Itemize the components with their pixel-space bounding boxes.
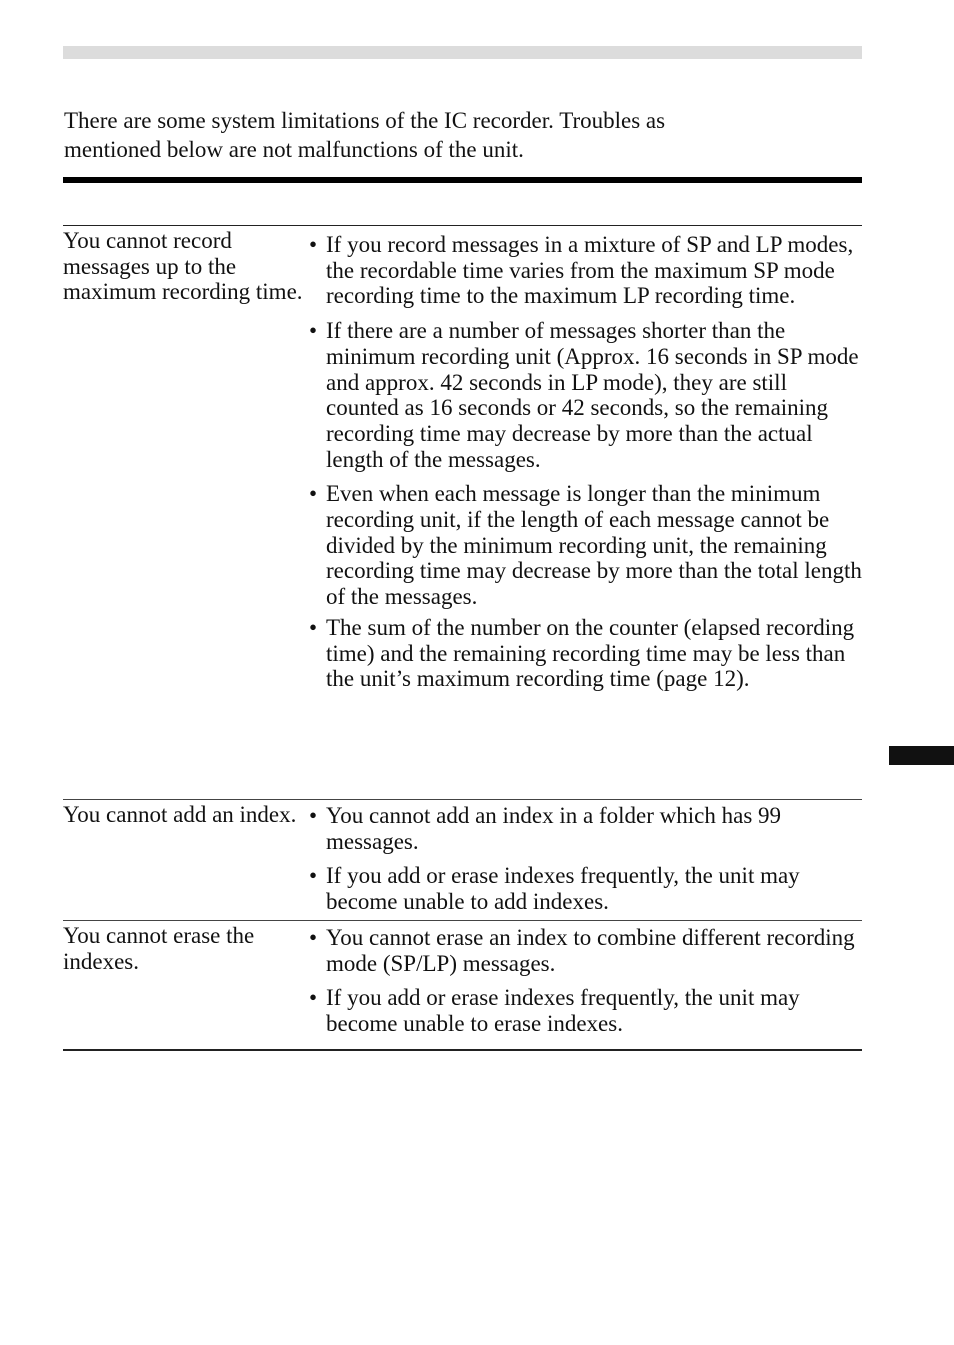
remedy-text: If there are a number of messages shorter than the minimum recording unit (Approx. 16 seconds in SP mode and approx. 42 seconds in LP mode), they are still counted as 16 seconds or 42 seconds, so the remaining recording time may decrease by more than the actual length of the messages.	[326, 318, 859, 472]
remedy-text: The sum of the number on the counter (elapsed recording time) and the remaining recording time may be less than the unit’s maximum recording time (page 12).	[326, 614, 855, 692]
remedy-text: If you record messages in a mixture of SP and LP modes, the recordable time varies from the maximum SP mode recording time to the maximum LP recording time.	[326, 232, 854, 309]
remedy-cell	[309, 921, 862, 1049]
table-row	[63, 799, 862, 920]
bullet-icon: •	[309, 481, 318, 507]
remedy-cell	[309, 800, 862, 920]
remedy-item	[309, 925, 862, 976]
remedy-cell	[309, 226, 862, 799]
table-row	[63, 920, 862, 1049]
bullet-icon: •	[309, 614, 318, 640]
intro-line-2: mentioned below are not malfunctions of the unit.	[64, 137, 524, 162]
intro-line-1: There are some system limitations of the IC recorder. Troubles as	[64, 108, 666, 133]
bullet-icon: •	[309, 232, 318, 257]
troubleshooting-table	[63, 225, 862, 1051]
header-bar	[63, 46, 862, 59]
remedy-text: You cannot add an index in a folder which has 99 messages.	[326, 803, 782, 854]
bullet-icon: •	[309, 318, 318, 344]
symptom-cell: You cannot erase the indexes.	[63, 923, 255, 974]
remedy-text: You cannot erase an index to combine different recording mode (SP/LP) messages.	[326, 925, 855, 976]
bullet-icon: •	[309, 985, 318, 1011]
remedy-text: If you add or erase indexes frequently, the unit may become unable to erase indexes.	[326, 985, 800, 1037]
section-tab-marker	[889, 746, 954, 765]
remedy-item	[309, 318, 862, 472]
bullet-icon: •	[309, 925, 318, 950]
remedy-item	[309, 985, 862, 1036]
bullet-icon: •	[309, 863, 318, 889]
symptom-cell: You cannot record messages up to the maximum recording time.	[63, 228, 303, 304]
remedy-item	[309, 232, 862, 309]
intro-paragraph	[64, 106, 854, 164]
remedy-item	[309, 615, 862, 692]
remedy-item	[309, 803, 862, 854]
remedy-text: If you add or erase indexes frequently, the unit may become unable to add indexes.	[326, 863, 800, 915]
bullet-icon: •	[309, 803, 318, 828]
remedy-item	[309, 481, 862, 610]
section-divider	[63, 177, 862, 183]
remedy-item	[309, 863, 862, 914]
table-row	[63, 226, 862, 799]
remedy-text: Even when each message is longer than the minimum recording unit, if the length of each message cannot be divided by the minimum recording unit, the remaining recording time may decrease by more than the total length of the messages.	[326, 481, 862, 610]
symptom-cell: You cannot add an index.	[63, 802, 297, 827]
